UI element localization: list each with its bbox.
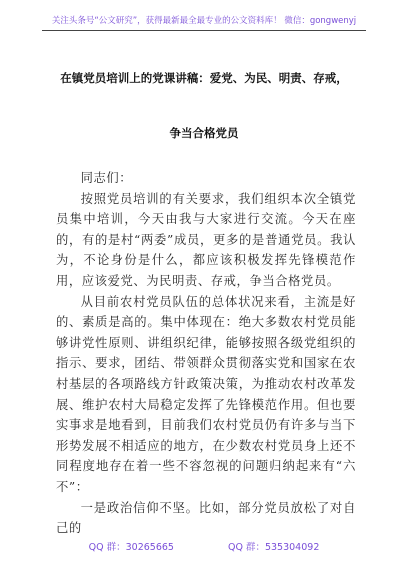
footer-qq-group-1: QQ 群：30265665: [88, 542, 174, 553]
header-notice: 关注头条号“公文研究”，获得最新最全最专业的公文资料库！ 微信：gongwenyj: [51, 16, 357, 26]
footer-qq-group-2: QQ 群：535304092: [227, 542, 320, 553]
paragraph: 从目前农村党员队伍的总体状况来看，主流是好的、素质是高的。集中体现在：绝大多数农村党员能够讲党性原则、讲组织纪律，能够按照各级党组织的指示、要求，团结、带领群众贯彻落实党和国家在农村基层的各项路线方针政策决策，为推动农村改革发展、维护农村大局稳定发挥了先锋模范作用。但也要实事求是地看到，目前我们农村党员仍有许多与当下形势发展不相适应的地方，在少数农村党员身上还不同程度地存在着一些不容忽视的问题归纳起来有“六不”：: [56, 294, 356, 494]
header-divider: [42, 30, 366, 31]
paragraph: 按照党员培训的有关要求，我们组织本次全镇党员集中培训，今天由我与大家进行交流。今天在座的，有的是村“两委”成员，更多的是普通党员。我认为，不论身份是什么，都应该积极发挥先锋模范作用，应该爱党、为民明责、存戒，争当合格党员。: [56, 191, 356, 288]
footer: [0, 539, 408, 553]
document-title: 在镇党员培训上的党课讲稿：爱党、为民、明责、存戒，: [60, 71, 348, 85]
salutation: 同志们：: [80, 171, 133, 185]
document-subtitle: 争当合格党员: [169, 126, 239, 140]
paragraph: 一是政治信仰不坚。比如，部分党员放松了对自己的: [56, 500, 356, 536]
document-body: [56, 168, 356, 539]
